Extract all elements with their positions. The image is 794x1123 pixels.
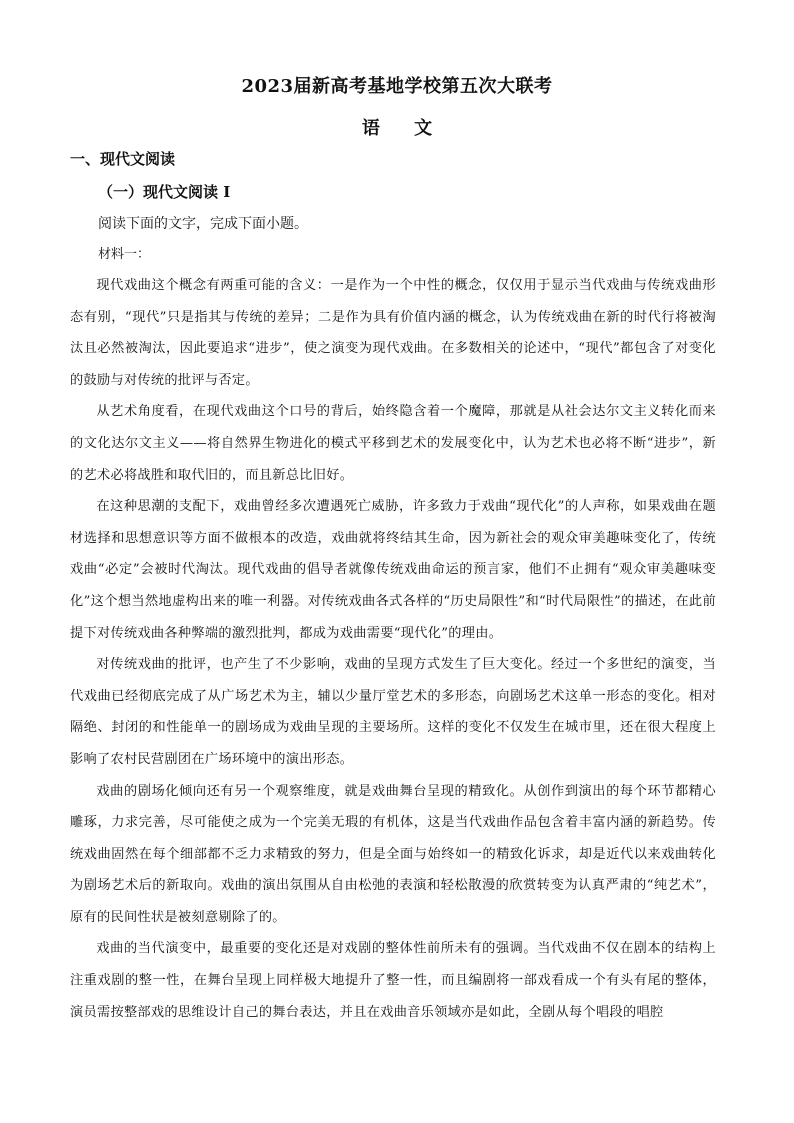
passage-paragraph: 在这种思潮的支配下，戏曲曾经多次遭遇死亡威胁，许多致力于戏曲“现代化”的人声称，如果戏曲在题材选择和思想意识等方面不做根本的改造，戏曲就将终结其生命，因为新社会的观众审美趣味变化了，传统戏曲“必定”会被时代淘汰。现代戏曲的倡导者就像传统戏曲命运的预言家，他们不止拥有“观众审美趣味变化”这个想当然地虚构出来的唯一利器。对传统戏曲各式各样的“历史局限性”和“时代局限性”的描述，在此前提下对传统戏曲各种弊端的激烈批判，都成为戏曲需要“现代化”的理由。 (70, 499, 716, 641)
section-heading: 一、现代文阅读 (70, 150, 176, 168)
subsection-heading: （一）现代文阅读 I (98, 183, 231, 201)
passage-paragraph: 现代戏曲这个概念有两重可能的含义：一是作为一个中性的概念，仅仅用于显示当代戏曲与传统戏曲形态有别，“现代”只是指其与传统的差异；二是作为具有价值内涵的概念，认为传统戏曲在新的时代行将被淘汰且必然被淘汰，因此要追求“进步”，使之演变为现代戏曲。在多数相关的论述中，“现代”都包含了对变化的鼓励与对传统的批评与否定。 (70, 278, 716, 388)
exam-title: 2023届新高考基地学校第五次大联考 (241, 76, 553, 97)
passage-paragraph: 戏曲的当代演变中，最重要的变化还是对戏剧的整体性前所未有的强调。当代戏曲不仅在剧本的结构上注重戏剧的整一性，在舞台呈现上同样极大地提升了整一性，而且编剧将一部戏看成一个有头有尾的整体，演员需按整部戏的思维设计自己的舞台表达，并且在戏曲音乐领域亦是如此，全剧从每个唱段的唱腔 (70, 941, 716, 1020)
reading-instruction: 阅读下面的文字，完成下面小题。 (98, 216, 308, 232)
passage-paragraph: 从艺术角度看，在现代戏曲这个口号的背后，始终隐含着一个魔障，那就是从社会达尔文主义转化而来的文化达尔文主义——将自然界生物进化的模式平移到艺术的发展变化中，认为艺术也必将不断“进步”，新的艺术必将战胜和取代旧的，而且新总比旧好。 (70, 404, 716, 483)
reading-passage (70, 270, 716, 1028)
passage-paragraph: 戏曲的剧场化倾向还有另一个观察维度，就是戏曲舞台呈现的精致化。从创作到演出的每个环节都精心雕琢，力求完善，尽可能使之成为一个完美无瑕的有机体，这是当代戏曲作品包含着丰富内涵的新趋势。传统戏曲固然在每个细部都不乏力求精致的努力，但是全面与始终如一的精致化诉求，却是近代以来戏曲转化为剧场艺术后的新取向。戏曲的演出氛围从自由松弛的表演和轻松散漫的欣赏转变为认真严肃的“纯艺术”，原有的民间性状是被刻意剔除了的。 (70, 783, 716, 925)
subject-title: 语 文 (361, 118, 447, 139)
passage-paragraph: 对传统戏曲的批评，也产生了不少影响，戏曲的呈现方式发生了巨大变化。经过一个多世纪的演变，当代戏曲已经彻底完成了从广场艺术为主，辅以少量厅堂艺术的多形态，向剧场艺术这单一形态的变化。相对隔绝、封闭的和性能单一的剧场成为戏曲呈现的主要场所。这样的变化不仅发生在城市里，还在很大程度上影响了农村民营剧团在广场环境中的演出形态。 (70, 657, 716, 767)
material-label: 材料一： (98, 247, 151, 262)
